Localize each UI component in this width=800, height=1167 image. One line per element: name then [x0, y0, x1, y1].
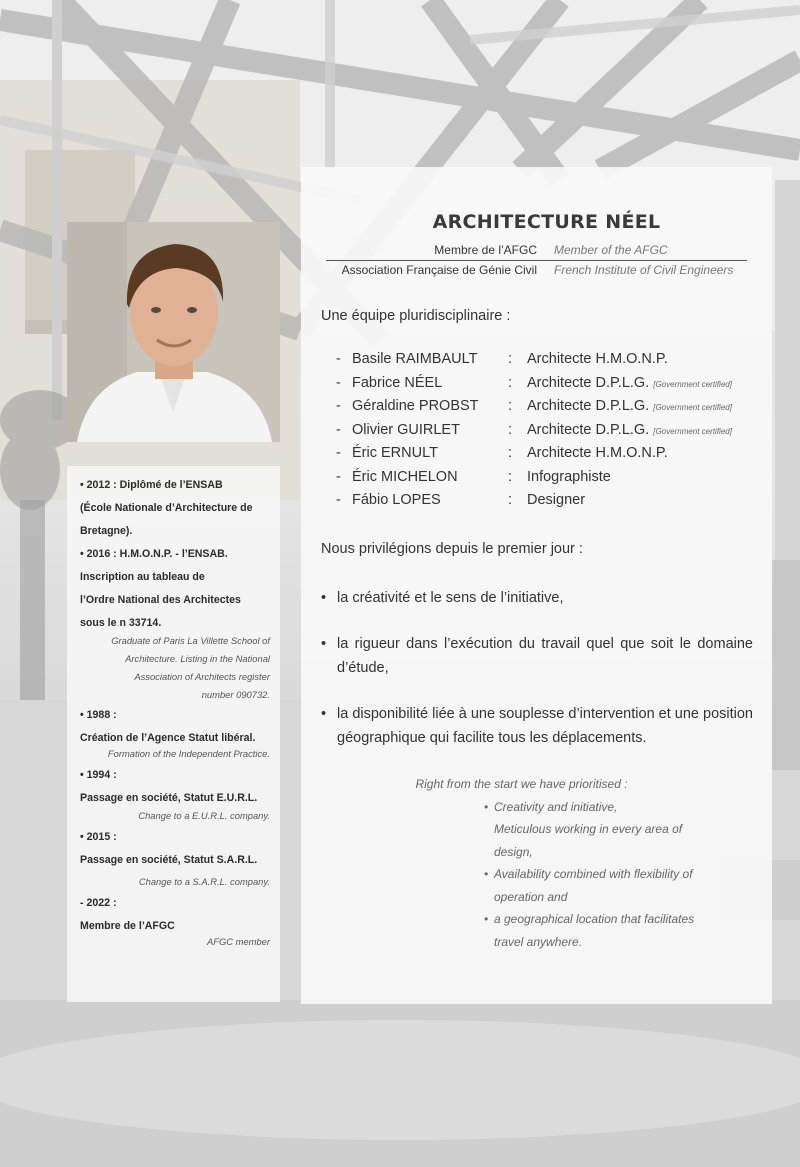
team-member — [336, 469, 766, 493]
page-title-text: ARCHITECTURE NÉEL — [432, 211, 661, 233]
english-bullet: • — [484, 867, 489, 881]
team-intro: Une équipe pluridisciplinaire : — [321, 308, 511, 324]
member-colon: : — [508, 492, 513, 508]
timeline-graduate-en — [80, 632, 270, 704]
english-line: Availability combined with flexibility of — [494, 867, 693, 881]
member-name: Éric MICHELON — [352, 468, 458, 485]
english-line: operation and — [494, 889, 568, 904]
english-line: a geographical location that facilitates — [494, 912, 695, 926]
team-member — [336, 351, 766, 375]
english-line: design, — [494, 844, 533, 859]
timeline-2016: • 2016 : H.M.O.N.P. - l’ENSAB. — [80, 548, 228, 560]
member-colon: : — [508, 374, 513, 391]
graduate-en-line: number 090732. — [201, 689, 270, 700]
association-en: French Institute of Civil Engineers — [554, 263, 734, 277]
timeline-sarl-en: Change to a S.A.R.L. company. — [138, 876, 270, 887]
member-name: Olivier GUIRLET — [352, 421, 460, 438]
afgc-row — [326, 241, 747, 261]
member-name: Basile RAIMBAULT — [352, 351, 478, 367]
member-role — [527, 375, 732, 391]
english-intro: Right from the start we have prioritised : — [415, 777, 628, 791]
afgc-fr: Membre de l’AFGC — [434, 243, 537, 257]
values-item: • la rigueur dans l’exécution du travail quel que soit le domaine d’étude, — [321, 632, 753, 680]
english-item — [301, 863, 772, 908]
timeline-2022: - 2022 : — [80, 897, 117, 909]
member-role — [527, 351, 668, 367]
english-item — [301, 908, 772, 953]
member-role-text: Architecte H.M.O.N.P. — [527, 445, 668, 461]
member-dash: - — [336, 351, 341, 367]
english-line: Creativity and initiative, — [494, 799, 618, 814]
english-line: Meticulous working in every area of — [494, 822, 683, 836]
values-intro: Nous privilégions depuis le premier jour : — [321, 541, 583, 557]
timeline-eurl-en: Change to a E.U.R.L. company. — [138, 810, 270, 821]
team-member — [336, 398, 766, 422]
timeline-sarl: Passage en société, Statut S.A.R.L. — [80, 854, 258, 866]
timeline-1988: • 1988 : — [80, 709, 117, 721]
team-member — [336, 445, 766, 469]
values-list — [321, 702, 753, 750]
member-colon: : — [508, 398, 513, 414]
member-dash: - — [336, 468, 341, 485]
member-cert-note: [Government certified] — [653, 379, 732, 389]
main-panel — [301, 167, 772, 1004]
graduate-en-line: Architecture. Listing in the National — [125, 653, 270, 664]
member-cert-note: [Government certified] — [653, 403, 732, 412]
association-row — [326, 261, 747, 281]
timeline-afgc: Membre de l’AFGC — [80, 920, 175, 932]
timeline-2012-line2: (École Nationale d’Architecture de — [80, 502, 253, 514]
afgc-en: Member of the AFGC — [554, 243, 668, 257]
member-role — [527, 445, 668, 461]
member-dash: - — [336, 374, 341, 391]
timeline-panel — [67, 466, 280, 1002]
member-role — [527, 422, 732, 438]
timeline-eurl: Passage en société, Statut E.U.R.L. — [80, 792, 258, 804]
timeline-inscription-2: l’Ordre National des Architectes — [80, 594, 241, 606]
member-colon: : — [508, 468, 513, 485]
values-list — [321, 586, 753, 610]
portrait-illustration — [67, 222, 280, 442]
team-member — [336, 422, 766, 446]
team-list — [336, 351, 766, 516]
member-dash: - — [336, 492, 341, 508]
portrait-photo — [67, 222, 280, 442]
timeline-inscription-3: sous le n 33714. — [80, 617, 162, 629]
english-bullet: • — [484, 912, 489, 926]
graduate-en-line: Association of Architects register — [134, 671, 270, 682]
timeline-creation-en: Formation of the Independent Practice. — [107, 748, 270, 759]
timeline-2012-line3: Bretagne). — [80, 525, 133, 537]
timeline-creation: Création de l’Agence Statut libéral. — [80, 732, 256, 744]
member-role — [527, 492, 585, 508]
values-item: • la disponibilité liée à une souplesse d’intervention et une position géographique qui facilite tous les déplacements. — [321, 702, 753, 750]
english-bullet: • — [484, 799, 489, 814]
member-role-text: Architecte D.P.L.G. — [527, 398, 650, 414]
member-colon: : — [508, 351, 513, 367]
page-title — [301, 211, 772, 233]
member-colon: : — [508, 421, 513, 438]
timeline-inscription-1: Inscription au tableau de — [80, 571, 205, 583]
values-item: • la créativité et le sens de l’initiative, — [321, 586, 753, 610]
member-dash: - — [336, 421, 341, 438]
english-summary — [301, 773, 772, 953]
association-fr: Association Française de Génie Civil — [341, 263, 537, 277]
member-role-text: Designer — [527, 492, 586, 508]
member-role — [527, 469, 611, 485]
member-name: Fabrice NÉEL — [352, 374, 443, 391]
values-list — [321, 632, 753, 680]
english-line: travel anywhere. — [494, 934, 583, 949]
member-role-text: Architecte H.M.O.N.P. — [527, 351, 668, 367]
member-role-text: Architecte D.P.L.G. — [527, 421, 650, 438]
member-name: Éric ERNULT — [352, 445, 438, 461]
member-role-text: Infographiste — [527, 468, 611, 485]
member-dash: - — [336, 445, 341, 461]
member-cert-note: [Government certified] — [653, 426, 732, 436]
team-member — [336, 375, 766, 399]
member-name: Géraldine PROBST — [352, 398, 479, 414]
timeline-2012: • 2012 : Diplômé de l’ENSAB — [80, 479, 223, 491]
timeline-2015: • 2015 : — [80, 831, 117, 843]
member-dash: - — [336, 398, 341, 414]
member-role-text: Architecte D.P.L.G. — [527, 374, 650, 391]
team-member — [336, 492, 766, 516]
member-name: Fábio LOPES — [352, 492, 441, 508]
timeline-afgc-en: AFGC member — [206, 936, 270, 947]
graduate-en-line: Graduate of Paris La Villette School of — [111, 635, 270, 646]
timeline-1994: • 1994 : — [80, 769, 117, 781]
english-item — [301, 796, 772, 864]
member-role — [527, 398, 732, 414]
member-colon: : — [508, 445, 513, 461]
